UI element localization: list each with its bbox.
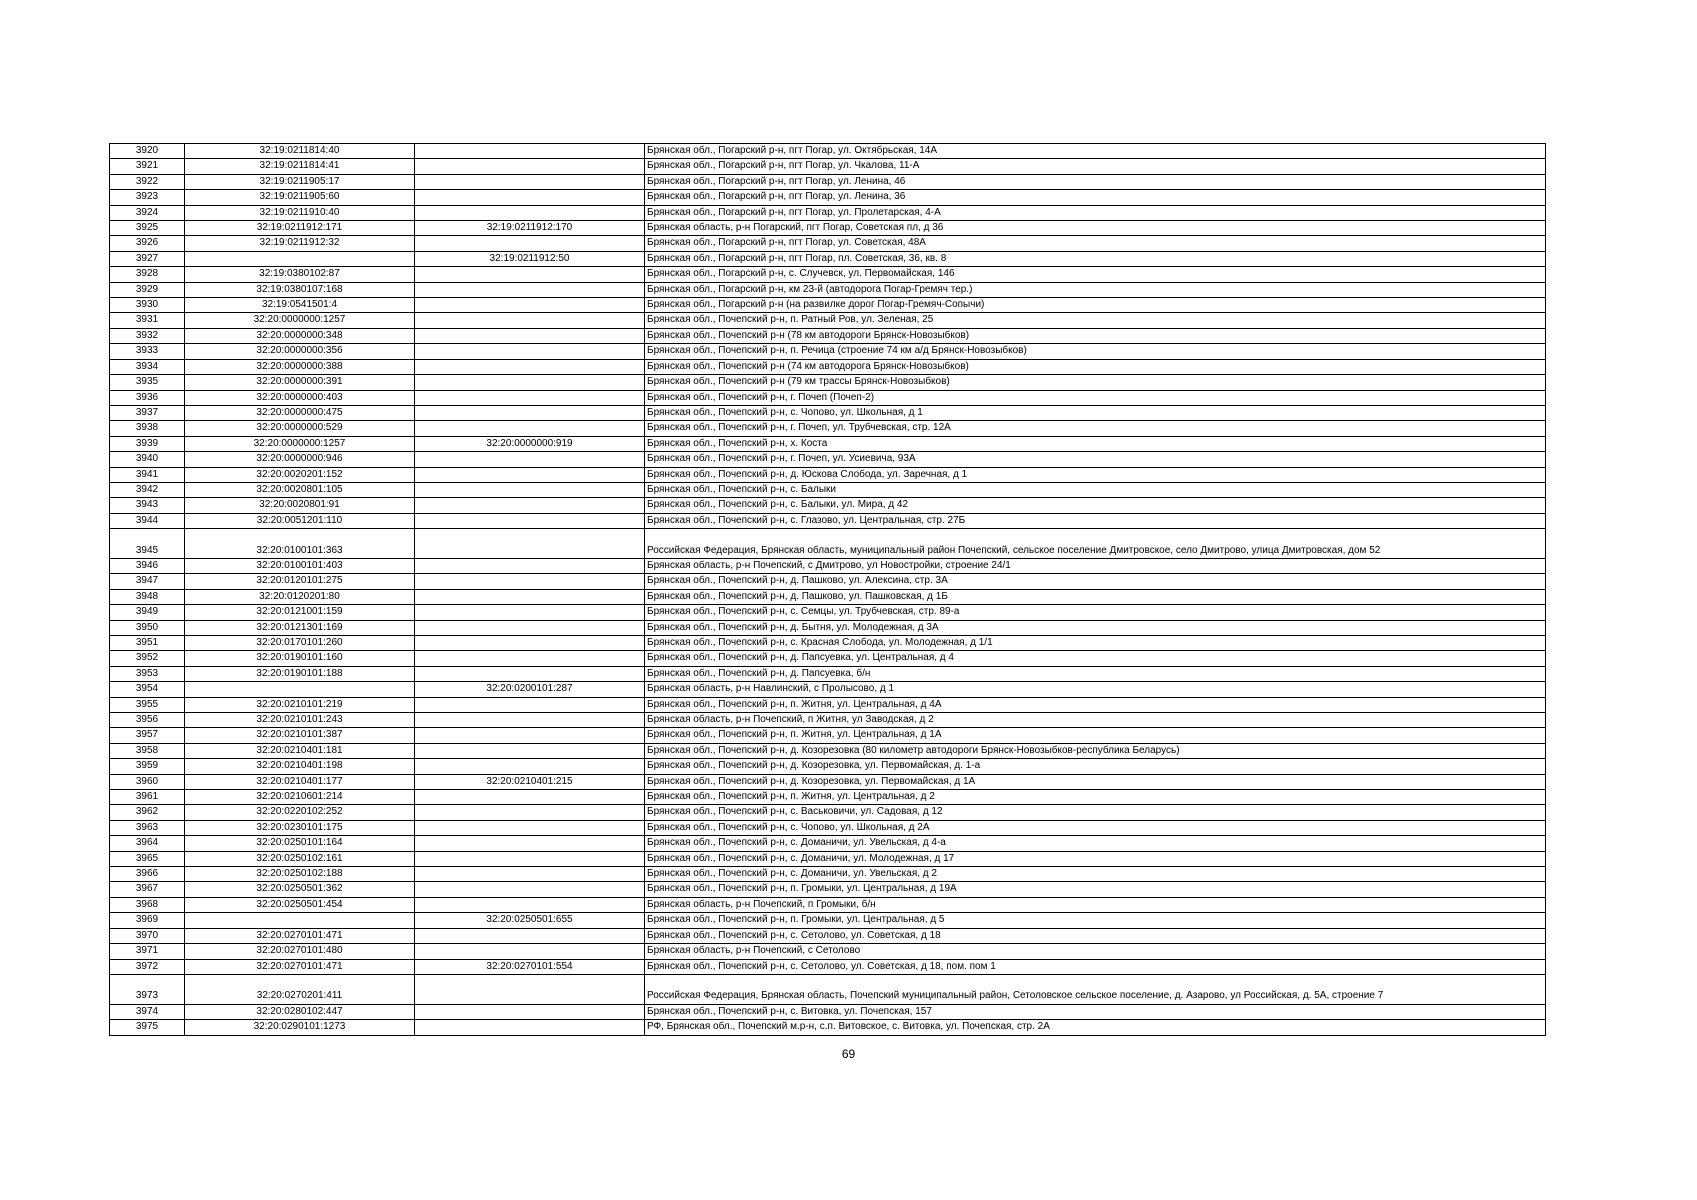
previous-cadastral-number-cell — [415, 405, 645, 420]
previous-cadastral-number-cell — [415, 174, 645, 189]
address-cell: Брянская обл., Почепский р-н, с. Красная Слобода, ул. Молодежная, д 1/1 — [645, 635, 1546, 650]
row-number-cell: 3960 — [110, 774, 185, 789]
cadastral-number-cell: 32:20:0290101:1273 — [185, 1020, 415, 1035]
row-number-cell: 3942 — [110, 482, 185, 497]
row-number-cell: 3948 — [110, 589, 185, 604]
address-cell: Брянская обл., Почепский р-н, г. Почеп, ул. Усиевича, 93А — [645, 452, 1546, 467]
previous-cadastral-number-cell — [415, 298, 645, 313]
cadastral-number-cell: 32:19:0541501:4 — [185, 298, 415, 313]
table-row — [110, 205, 1546, 220]
cadastral-number-cell: 32:20:0020801:105 — [185, 482, 415, 497]
row-number-cell: 3925 — [110, 221, 185, 236]
table-row — [110, 728, 1546, 743]
property-table-body — [110, 144, 1546, 1036]
row-number-cell: 3964 — [110, 836, 185, 851]
address-cell: Брянская обл., Почепский р-н, с. Доманичи, ул. Молодежная, д 17 — [645, 851, 1546, 866]
previous-cadastral-number-cell — [415, 589, 645, 604]
row-number-cell: 3959 — [110, 759, 185, 774]
address-cell: Брянская обл., Почепский р-н, с. Балыки, ул. Мира, д 42 — [645, 498, 1546, 513]
previous-cadastral-number-cell — [415, 558, 645, 573]
address-cell: Брянская обл., Почепский р-н, п. Житня, ул. Центральная, д 2 — [645, 790, 1546, 805]
address-cell: Брянская обл., Почепский р-н, д. Козорезовка, ул. Первомайская, д. 1-а — [645, 759, 1546, 774]
address-cell: Брянская обл., Почепский р-н, с. Сетолово, ул. Советская, д 18, пом. пом 1 — [645, 959, 1546, 974]
row-number-cell: 3966 — [110, 867, 185, 882]
property-table — [109, 143, 1546, 1036]
row-number-cell: 3957 — [110, 728, 185, 743]
table-row — [110, 513, 1546, 528]
address-cell: Брянская обл., Почепский р-н, д. Бытня, ул. Молодежная, д 3А — [645, 620, 1546, 635]
previous-cadastral-number-cell — [415, 467, 645, 482]
address-cell: Брянская обл., Почепский р-н, д. Юскова Слобода, ул. Заречная, д 1 — [645, 467, 1546, 482]
previous-cadastral-number-cell — [415, 666, 645, 681]
table-row — [110, 482, 1546, 497]
cadastral-number-cell: 32:20:0121001:159 — [185, 605, 415, 620]
cadastral-number-cell: 32:20:0270201:411 — [185, 974, 415, 1004]
cadastral-number-cell — [185, 913, 415, 928]
previous-cadastral-number-cell — [415, 205, 645, 220]
row-number-cell: 3962 — [110, 805, 185, 820]
table-row — [110, 174, 1546, 189]
cadastral-number-cell: 32:19:0211905:17 — [185, 174, 415, 189]
table-row — [110, 498, 1546, 513]
table-row — [110, 221, 1546, 236]
row-number-cell: 3929 — [110, 282, 185, 297]
row-number-cell: 3950 — [110, 620, 185, 635]
address-cell: Брянская обл., Почепский р-н (78 км автодороги Брянск-Новозыбков) — [645, 328, 1546, 343]
table-row — [110, 635, 1546, 650]
address-cell: Брянская обл., Погарский р-н, пгт Погар, пл. Советская, 36, кв. 8 — [645, 251, 1546, 266]
table-row — [110, 313, 1546, 328]
row-number-cell: 3941 — [110, 467, 185, 482]
row-number-cell: 3963 — [110, 820, 185, 835]
previous-cadastral-number-cell — [415, 267, 645, 282]
address-cell: Брянская область, р-н Навлинский, с Пролысово, д 1 — [645, 682, 1546, 697]
table-row — [110, 390, 1546, 405]
row-number-cell: 3938 — [110, 421, 185, 436]
address-cell: Брянская обл., Погарский р-н (на развилке дорог Погар-Гремяч-Сопычи) — [645, 298, 1546, 313]
previous-cadastral-number-cell — [415, 375, 645, 390]
cadastral-number-cell — [185, 251, 415, 266]
row-number-cell: 3932 — [110, 328, 185, 343]
table-row — [110, 421, 1546, 436]
previous-cadastral-number-cell: 32:19:0211912:50 — [415, 251, 645, 266]
address-cell: Брянская обл., Почепский р-н, п. Житня, ул. Центральная, д 4А — [645, 697, 1546, 712]
row-number-cell: 3921 — [110, 159, 185, 174]
previous-cadastral-number-cell — [415, 743, 645, 758]
address-cell: Брянская обл., Почепский р-н, п. Громыки, ул. Центральная, д 19А — [645, 882, 1546, 897]
cadastral-number-cell: 32:20:0000000:475 — [185, 405, 415, 420]
address-cell: Брянская обл., Почепский р-н, с. Балыки — [645, 482, 1546, 497]
address-cell: Брянская обл., Почепский р-н, п. Громыки, ул. Центральная, д 5 — [645, 913, 1546, 928]
cadastral-number-cell: 32:20:0210401:177 — [185, 774, 415, 789]
cadastral-number-cell: 32:20:0020801:91 — [185, 498, 415, 513]
table-row — [110, 774, 1546, 789]
table-row — [110, 851, 1546, 866]
row-number-cell: 3967 — [110, 882, 185, 897]
cadastral-number-cell: 32:19:0211912:171 — [185, 221, 415, 236]
previous-cadastral-number-cell: 32:20:0250501:655 — [415, 913, 645, 928]
address-cell: Брянская обл., Почепский р-н, х. Коста — [645, 436, 1546, 451]
row-number-cell: 3968 — [110, 897, 185, 912]
table-row — [110, 236, 1546, 251]
table-row — [110, 836, 1546, 851]
address-cell: Брянская обл., Почепский р-н, с. Чопово, ул. Школьная, д 1 — [645, 405, 1546, 420]
table-row — [110, 574, 1546, 589]
table-row — [110, 144, 1546, 159]
previous-cadastral-number-cell — [415, 236, 645, 251]
address-cell: Брянская обл., Почепский р-н, с. Чопово, ул. Школьная, д 2А — [645, 820, 1546, 835]
cadastral-number-cell: 32:20:0121301:169 — [185, 620, 415, 635]
previous-cadastral-number-cell — [415, 944, 645, 959]
cadastral-number-cell: 32:20:0270101:480 — [185, 944, 415, 959]
previous-cadastral-number-cell: 32:20:0200101:287 — [415, 682, 645, 697]
cadastral-number-cell: 32:20:0270101:471 — [185, 928, 415, 943]
previous-cadastral-number-cell — [415, 651, 645, 666]
row-number-cell: 3951 — [110, 635, 185, 650]
row-number-cell: 3965 — [110, 851, 185, 866]
table-row — [110, 529, 1546, 559]
cadastral-number-cell: 32:20:0210101:219 — [185, 697, 415, 712]
previous-cadastral-number-cell — [415, 635, 645, 650]
table-row — [110, 344, 1546, 359]
address-cell: Брянская обл., Почепский р-н, с. Семцы, ул. Трубчевская, стр. 89-а — [645, 605, 1546, 620]
cadastral-number-cell: 32:20:0210401:198 — [185, 759, 415, 774]
row-number-cell: 3931 — [110, 313, 185, 328]
previous-cadastral-number-cell — [415, 390, 645, 405]
previous-cadastral-number-cell — [415, 697, 645, 712]
cadastral-number-cell: 32:20:0020201:152 — [185, 467, 415, 482]
previous-cadastral-number-cell — [415, 452, 645, 467]
cadastral-number-cell: 32:20:0000000:946 — [185, 452, 415, 467]
address-cell: Брянская обл., Почепский р-н, д. Козорезовка (80 километр автодороги Брянск-Новозыбков-республика Беларусь) — [645, 743, 1546, 758]
address-cell: Брянская обл., Погарский р-н, км 23-й (автодорога Погар-Гремяч тер.) — [645, 282, 1546, 297]
cadastral-number-cell: 32:20:0100101:363 — [185, 529, 415, 559]
row-number-cell: 3922 — [110, 174, 185, 189]
cadastral-number-cell: 32:20:0000000:356 — [185, 344, 415, 359]
previous-cadastral-number-cell — [415, 313, 645, 328]
cadastral-number-cell: 32:20:0250102:188 — [185, 867, 415, 882]
table-row — [110, 713, 1546, 728]
previous-cadastral-number-cell: 32:20:0000000:919 — [415, 436, 645, 451]
address-cell: Брянская обл., Почепский р-н (74 км автодорога Брянск-Новозыбков) — [645, 359, 1546, 374]
table-row — [110, 190, 1546, 205]
address-cell: Брянская область, р-н Почепский, п Житня, ул Заводская, д 2 — [645, 713, 1546, 728]
cadastral-number-cell: 32:20:0220102:252 — [185, 805, 415, 820]
previous-cadastral-number-cell — [415, 759, 645, 774]
row-number-cell: 3969 — [110, 913, 185, 928]
previous-cadastral-number-cell: 32:19:0211912:170 — [415, 221, 645, 236]
row-number-cell: 3952 — [110, 651, 185, 666]
address-cell: Брянская обл., Погарский р-н, пгт Погар, ул. Ленина, 46 — [645, 174, 1546, 189]
table-row — [110, 743, 1546, 758]
previous-cadastral-number-cell: 32:20:0210401:215 — [415, 774, 645, 789]
previous-cadastral-number-cell — [415, 498, 645, 513]
cadastral-number-cell: 32:20:0210401:181 — [185, 743, 415, 758]
address-cell: Брянская обл., Погарский р-н, пгт Погар, ул. Ленина, 36 — [645, 190, 1546, 205]
table-row — [110, 589, 1546, 604]
previous-cadastral-number-cell — [415, 713, 645, 728]
table-row — [110, 867, 1546, 882]
address-cell: Брянская обл., Почепский р-н, с. Доманичи, ул. Увельская, д 2 — [645, 867, 1546, 882]
address-cell: Брянская обл., Почепский р-н, п. Речица (строение 74 км а/д Брянск-Новозыбков) — [645, 344, 1546, 359]
address-cell: Брянская обл., Погарский р-н, с. Случевск, ул. Первомайская, 146 — [645, 267, 1546, 282]
previous-cadastral-number-cell — [415, 605, 645, 620]
table-row — [110, 282, 1546, 297]
address-cell: Брянская обл., Почепский р-н, д. Пашково, ул. Пашковская, д 1Б — [645, 589, 1546, 604]
cadastral-number-cell: 32:19:0380102:87 — [185, 267, 415, 282]
row-number-cell: 3943 — [110, 498, 185, 513]
table-row — [110, 452, 1546, 467]
address-cell: Брянская обл., Почепский р-н (79 км трассы Брянск-Новозыбков) — [645, 375, 1546, 390]
address-cell: Брянская обл., Почепский р-н, г. Почеп, ул. Трубчевская, стр. 12А — [645, 421, 1546, 436]
cadastral-number-cell: 32:20:0190101:188 — [185, 666, 415, 681]
row-number-cell: 3933 — [110, 344, 185, 359]
previous-cadastral-number-cell — [415, 897, 645, 912]
table-row — [110, 805, 1546, 820]
address-cell: Брянская обл., Почепский р-н, с. Глазово, ул. Центральная, стр. 27Б — [645, 513, 1546, 528]
cadastral-number-cell: 32:20:0190101:160 — [185, 651, 415, 666]
previous-cadastral-number-cell — [415, 282, 645, 297]
previous-cadastral-number-cell: 32:20:0270101:554 — [415, 959, 645, 974]
previous-cadastral-number-cell — [415, 482, 645, 497]
address-cell: Брянская обл., Погарский р-н, пгт Погар, ул. Чкалова, 11-А — [645, 159, 1546, 174]
cadastral-number-cell: 32:20:0250101:164 — [185, 836, 415, 851]
row-number-cell: 3949 — [110, 605, 185, 620]
table-row — [110, 558, 1546, 573]
row-number-cell: 3936 — [110, 390, 185, 405]
table-row — [110, 790, 1546, 805]
cadastral-number-cell: 32:20:0000000:391 — [185, 375, 415, 390]
cadastral-number-cell: 32:20:0051201:110 — [185, 513, 415, 528]
previous-cadastral-number-cell — [415, 867, 645, 882]
row-number-cell: 3947 — [110, 574, 185, 589]
table-row — [110, 928, 1546, 943]
address-cell: Брянская область, р-н Почепский, с Сетолово — [645, 944, 1546, 959]
table-row — [110, 974, 1546, 1004]
address-cell: Брянская обл., Почепский р-н, п. Житня, ул. Центральная, д 1А — [645, 728, 1546, 743]
cadastral-number-cell: 32:19:0211912:32 — [185, 236, 415, 251]
previous-cadastral-number-cell — [415, 529, 645, 559]
table-row — [110, 436, 1546, 451]
table-row — [110, 405, 1546, 420]
table-row — [110, 620, 1546, 635]
previous-cadastral-number-cell — [415, 159, 645, 174]
row-number-cell: 3945 — [110, 529, 185, 559]
row-number-cell: 3920 — [110, 144, 185, 159]
address-cell: Брянская обл., Почепский р-н, с. Васьковичи, ул. Садовая, д 12 — [645, 805, 1546, 820]
table-row — [110, 682, 1546, 697]
cadastral-number-cell: 32:19:0380107:168 — [185, 282, 415, 297]
row-number-cell: 3940 — [110, 452, 185, 467]
table-row — [110, 267, 1546, 282]
row-number-cell: 3975 — [110, 1020, 185, 1035]
previous-cadastral-number-cell — [415, 574, 645, 589]
row-number-cell: 3974 — [110, 1004, 185, 1019]
address-cell: Брянская обл., Погарский р-н, пгт Погар, ул. Советская, 48А — [645, 236, 1546, 251]
previous-cadastral-number-cell — [415, 851, 645, 866]
cadastral-number-cell: 32:20:0000000:529 — [185, 421, 415, 436]
row-number-cell: 3954 — [110, 682, 185, 697]
previous-cadastral-number-cell — [415, 620, 645, 635]
address-cell: Брянская область, р-н Почепский, с Дмитрово, ул Новостройки, строение 24/1 — [645, 558, 1546, 573]
row-number-cell: 3953 — [110, 666, 185, 681]
table-row — [110, 697, 1546, 712]
table-row — [110, 298, 1546, 313]
previous-cadastral-number-cell — [415, 928, 645, 943]
table-row — [110, 959, 1546, 974]
address-cell: Брянская обл., Погарский р-н, пгт Погар, ул. Пролетарская, 4-А — [645, 205, 1546, 220]
previous-cadastral-number-cell — [415, 190, 645, 205]
cadastral-number-cell: 32:20:0210101:243 — [185, 713, 415, 728]
table-row — [110, 897, 1546, 912]
row-number-cell: 3958 — [110, 743, 185, 758]
row-number-cell: 3946 — [110, 558, 185, 573]
table-row — [110, 1020, 1546, 1035]
row-number-cell: 3972 — [110, 959, 185, 974]
table-row — [110, 1004, 1546, 1019]
address-cell: Брянская обл., Почепский р-н, п. Ратный Ров, ул. Зеленая, 25 — [645, 313, 1546, 328]
table-row — [110, 359, 1546, 374]
row-number-cell: 3930 — [110, 298, 185, 313]
row-number-cell: 3927 — [110, 251, 185, 266]
table-row — [110, 251, 1546, 266]
cadastral-number-cell: 32:20:0120101:275 — [185, 574, 415, 589]
previous-cadastral-number-cell — [415, 805, 645, 820]
row-number-cell: 3934 — [110, 359, 185, 374]
row-number-cell: 3935 — [110, 375, 185, 390]
previous-cadastral-number-cell — [415, 1004, 645, 1019]
cadastral-number-cell: 32:20:0000000:1257 — [185, 313, 415, 328]
previous-cadastral-number-cell — [415, 359, 645, 374]
row-number-cell: 3937 — [110, 405, 185, 420]
address-cell: Брянская обл., Почепский р-н, с. Сетолово, ул. Советская, д 18 — [645, 928, 1546, 943]
previous-cadastral-number-cell — [415, 820, 645, 835]
previous-cadastral-number-cell — [415, 790, 645, 805]
cadastral-number-cell: 32:20:0250501:362 — [185, 882, 415, 897]
table-row — [110, 913, 1546, 928]
row-number-cell: 3973 — [110, 974, 185, 1004]
row-number-cell: 3939 — [110, 436, 185, 451]
table-row — [110, 820, 1546, 835]
cadastral-number-cell: 32:20:0280102:447 — [185, 1004, 415, 1019]
address-cell: Российская Федерация, Брянская область, муниципальный район Почепский, сельское поселение Дмитровское, село Дмитрово, улица Дмитровская, дом 52 — [645, 529, 1546, 559]
table-row — [110, 328, 1546, 343]
cadastral-number-cell: 32:20:0000000:388 — [185, 359, 415, 374]
address-cell: Брянская обл., Почепский р-н, с. Доманичи, ул. Увельская, д 4-а — [645, 836, 1546, 851]
cadastral-number-cell: 32:19:0211910:40 — [185, 205, 415, 220]
address-cell: Российская Федерация, Брянская область, Почепский муниципальный район, Сетоловское сельское поселение, д. Азарово, ул Российская, д. 5А, строение 7 — [645, 974, 1546, 1004]
page-number: 69 — [841, 1047, 856, 1061]
address-cell: Брянская обл., Почепский р-н, с. Витовка, ул. Почепская, 157 — [645, 1004, 1546, 1019]
cadastral-number-cell: 32:20:0170101:260 — [185, 635, 415, 650]
table-row — [110, 605, 1546, 620]
previous-cadastral-number-cell — [415, 144, 645, 159]
row-number-cell: 3971 — [110, 944, 185, 959]
table-row — [110, 375, 1546, 390]
cadastral-number-cell: 32:19:0211814:40 — [185, 144, 415, 159]
row-number-cell: 3970 — [110, 928, 185, 943]
table-row — [110, 651, 1546, 666]
previous-cadastral-number-cell — [415, 344, 645, 359]
address-cell: Брянская обл., Погарский р-н, пгт Погар, ул. Октябрьская, 14А — [645, 144, 1546, 159]
cadastral-number-cell — [185, 682, 415, 697]
row-number-cell: 3956 — [110, 713, 185, 728]
previous-cadastral-number-cell — [415, 728, 645, 743]
cadastral-number-cell: 32:20:0250102:161 — [185, 851, 415, 866]
cadastral-number-cell: 32:20:0210101:387 — [185, 728, 415, 743]
address-cell: Брянская область, р-н Почепский, п Громыки, б/н — [645, 897, 1546, 912]
cadastral-number-cell: 32:20:0230101:175 — [185, 820, 415, 835]
address-cell: Брянская область, р-н Погарский, пгт Погар, Советская пл, д 36 — [645, 221, 1546, 236]
address-cell: Брянская обл., Почепский р-н, д. Папсуевка, б/н — [645, 666, 1546, 681]
address-cell: Брянская обл., Почепский р-н, д. Папсуевка, ул. Центральная, д 4 — [645, 651, 1546, 666]
cadastral-number-cell: 32:20:0210601:214 — [185, 790, 415, 805]
cadastral-number-cell: 32:20:0270101:471 — [185, 959, 415, 974]
address-cell: Брянская обл., Почепский р-н, д. Пашково, ул. Алексина, стр. 3А — [645, 574, 1546, 589]
previous-cadastral-number-cell — [415, 836, 645, 851]
cadastral-number-cell: 32:20:0100101:403 — [185, 558, 415, 573]
cadastral-number-cell: 32:19:0211905:60 — [185, 190, 415, 205]
address-cell: РФ, Брянская обл., Почепский м.р-н, с.п. Витовское, с. Витовка, ул. Почепская, стр. 2А — [645, 1020, 1546, 1035]
previous-cadastral-number-cell — [415, 513, 645, 528]
table-row — [110, 759, 1546, 774]
row-number-cell: 3961 — [110, 790, 185, 805]
address-cell: Брянская обл., Почепский р-н, г. Почеп (Почеп-2) — [645, 390, 1546, 405]
table-row — [110, 467, 1546, 482]
cadastral-number-cell: 32:20:0000000:348 — [185, 328, 415, 343]
cadastral-number-cell: 32:20:0000000:403 — [185, 390, 415, 405]
previous-cadastral-number-cell — [415, 974, 645, 1004]
address-cell: Брянская обл., Почепский р-н, д. Козорезовка, ул. Первомайская, д 1А — [645, 774, 1546, 789]
row-number-cell: 3944 — [110, 513, 185, 528]
previous-cadastral-number-cell — [415, 1020, 645, 1035]
cadastral-number-cell: 32:20:0000000:1257 — [185, 436, 415, 451]
cadastral-number-cell: 32:20:0250501:454 — [185, 897, 415, 912]
cadastral-number-cell: 32:19:0211814:41 — [185, 159, 415, 174]
previous-cadastral-number-cell — [415, 328, 645, 343]
cadastral-number-cell: 32:20:0120201:80 — [185, 589, 415, 604]
table-row — [110, 666, 1546, 681]
row-number-cell: 3928 — [110, 267, 185, 282]
row-number-cell: 3924 — [110, 205, 185, 220]
previous-cadastral-number-cell — [415, 882, 645, 897]
table-row — [110, 159, 1546, 174]
table-row — [110, 944, 1546, 959]
table-row — [110, 882, 1546, 897]
row-number-cell: 3955 — [110, 697, 185, 712]
previous-cadastral-number-cell — [415, 421, 645, 436]
row-number-cell: 3926 — [110, 236, 185, 251]
row-number-cell: 3923 — [110, 190, 185, 205]
